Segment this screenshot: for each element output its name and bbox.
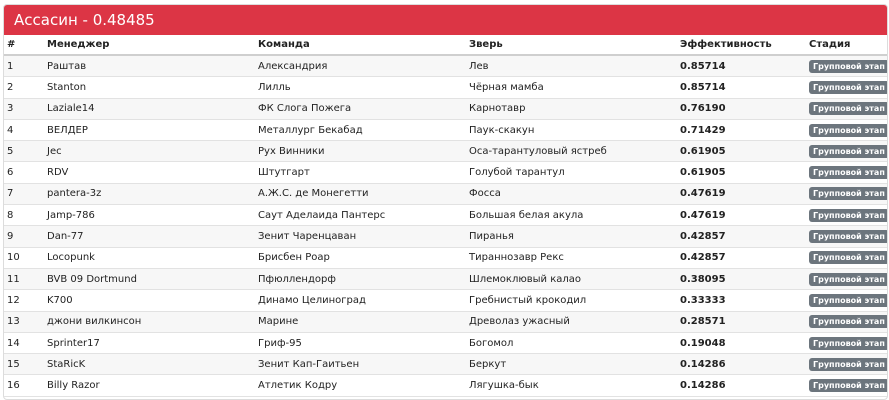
row-team: Металлург Бекабад — [255, 119, 466, 140]
stage-badge: Групповой этап — [809, 145, 887, 158]
table-row — [4, 162, 887, 183]
stage-badge: Групповой этап — [809, 273, 887, 286]
row-number: 16 — [4, 375, 44, 396]
table-row — [4, 332, 887, 353]
row-team: Лилль — [255, 77, 466, 98]
row-number: 12 — [4, 290, 44, 311]
stage-badge: Групповой этап — [809, 379, 887, 392]
row-stage — [806, 290, 887, 311]
row-team: Пфюллендорф — [255, 268, 466, 289]
row-stage — [806, 55, 887, 77]
ranking-card — [3, 4, 888, 400]
row-efficiency: 0.19048 — [677, 332, 806, 353]
stage-badge: Групповой этап — [809, 251, 887, 264]
row-stage — [806, 119, 887, 140]
row-manager: Раштав — [44, 55, 255, 77]
table-row — [4, 375, 887, 396]
stage-badge: Групповой этап — [809, 337, 887, 350]
row-beast: Оса-тарантуловый ястреб — [466, 141, 677, 162]
row-manager: RDV — [44, 162, 255, 183]
row-stage — [806, 332, 887, 353]
column-header-efficiency: Эффективность — [677, 35, 806, 55]
stage-badge: Групповой этап — [809, 358, 887, 371]
row-manager: Jec — [44, 141, 255, 162]
table-row — [4, 141, 887, 162]
stage-badge: Групповой этап — [809, 209, 887, 222]
row-stage — [806, 375, 887, 396]
row-efficiency: 0.14286 — [677, 375, 806, 396]
row-manager: K700 — [44, 290, 255, 311]
row-stage — [806, 226, 887, 247]
stage-badge: Групповой этап — [809, 102, 887, 115]
row-team: Марине — [255, 311, 466, 332]
row-efficiency: 0.85714 — [677, 77, 806, 98]
stage-badge: Групповой этап — [809, 187, 887, 200]
row-team: Атлетик Кодру — [255, 375, 466, 396]
row-beast: Гребнистый крокодил — [466, 290, 677, 311]
row-number: 2 — [4, 77, 44, 98]
row-team: А.Ж.С. де Монегетти — [255, 183, 466, 204]
row-number: 9 — [4, 226, 44, 247]
row-number: 5 — [4, 141, 44, 162]
table-row — [4, 77, 887, 98]
row-team: Гриф-95 — [255, 332, 466, 353]
table-row — [4, 268, 887, 289]
row-efficiency: 0.33333 — [677, 290, 806, 311]
row-beast: Древолаз ужасный — [466, 311, 677, 332]
row-number: 8 — [4, 205, 44, 226]
row-stage — [806, 98, 887, 119]
table-row — [4, 290, 887, 311]
row-beast: Шлемоклювый калао — [466, 268, 677, 289]
row-stage — [806, 268, 887, 289]
row-efficiency: 0.42857 — [677, 247, 806, 268]
row-team: Штутгарт — [255, 162, 466, 183]
row-team: Александрия — [255, 55, 466, 77]
row-number: 1 — [4, 55, 44, 77]
row-efficiency: 0.71429 — [677, 119, 806, 140]
row-beast: Беркут — [466, 354, 677, 375]
table-row — [4, 354, 887, 375]
column-header-beast: Зверь — [466, 35, 677, 55]
row-manager: джони вилкинсон — [44, 311, 255, 332]
stage-badge: Групповой этап — [809, 124, 887, 137]
row-efficiency: 0.28571 — [677, 311, 806, 332]
row-team: Рух Винники — [255, 141, 466, 162]
row-stage — [806, 77, 887, 98]
row-manager: Billy Razor — [44, 375, 255, 396]
row-efficiency: 0.14286 — [677, 354, 806, 375]
table-row — [4, 205, 887, 226]
row-manager: Stanton — [44, 77, 255, 98]
ranking-table — [4, 35, 887, 397]
row-beast: Паук-скакун — [466, 119, 677, 140]
table-row — [4, 247, 887, 268]
table-row — [4, 311, 887, 332]
row-number: 15 — [4, 354, 44, 375]
row-team: Зенит Кап-Гаитьен — [255, 354, 466, 375]
row-manager: StaRicK — [44, 354, 255, 375]
row-team: Зенит Чаренцаван — [255, 226, 466, 247]
row-stage — [806, 354, 887, 375]
table-row — [4, 98, 887, 119]
row-team: ФК Слога Пожега — [255, 98, 466, 119]
row-efficiency: 0.38095 — [677, 268, 806, 289]
row-stage — [806, 162, 887, 183]
row-number: 10 — [4, 247, 44, 268]
row-beast: Большая белая акула — [466, 205, 677, 226]
row-manager: Locopunk — [44, 247, 255, 268]
table-row — [4, 55, 887, 77]
row-beast: Лев — [466, 55, 677, 77]
row-efficiency: 0.85714 — [677, 55, 806, 77]
row-efficiency: 0.61905 — [677, 141, 806, 162]
column-header-number: # — [4, 35, 44, 55]
row-number: 6 — [4, 162, 44, 183]
row-beast: Богомол — [466, 332, 677, 353]
row-team: Брисбен Роар — [255, 247, 466, 268]
row-beast: Голубой тарантул — [466, 162, 677, 183]
column-header-manager: Менеджер — [44, 35, 255, 55]
stage-badge: Групповой этап — [809, 81, 887, 94]
row-beast: Фосса — [466, 183, 677, 204]
row-efficiency: 0.76190 — [677, 98, 806, 119]
row-number: 14 — [4, 332, 44, 353]
row-efficiency: 0.61905 — [677, 162, 806, 183]
row-number: 11 — [4, 268, 44, 289]
row-stage — [806, 247, 887, 268]
row-team: Динамо Целиноград — [255, 290, 466, 311]
row-number: 3 — [4, 98, 44, 119]
row-number: 4 — [4, 119, 44, 140]
row-manager: Jamp-786 — [44, 205, 255, 226]
stage-badge: Групповой этап — [809, 60, 887, 73]
row-number: 13 — [4, 311, 44, 332]
row-manager: ВЕЛДЕР — [44, 119, 255, 140]
row-beast: Чёрная мамба — [466, 77, 677, 98]
row-efficiency: 0.47619 — [677, 205, 806, 226]
row-beast: Карнотавр — [466, 98, 677, 119]
stage-badge: Групповой этап — [809, 294, 887, 307]
row-manager: pantera-3z — [44, 183, 255, 204]
table-row — [4, 183, 887, 204]
column-header-stage: Стадия — [806, 35, 887, 55]
row-manager: Laziale14 — [44, 98, 255, 119]
table-header-row — [4, 35, 887, 55]
row-stage — [806, 205, 887, 226]
column-header-team: Команда — [255, 35, 466, 55]
row-number: 7 — [4, 183, 44, 204]
stage-badge: Групповой этап — [809, 230, 887, 243]
row-stage — [806, 311, 887, 332]
row-team: Саут Аделаида Пантерс — [255, 205, 466, 226]
card-title: Ассасин - 0.48485 — [4, 5, 887, 35]
row-manager: BVB 09 Dortmund — [44, 268, 255, 289]
row-efficiency: 0.47619 — [677, 183, 806, 204]
stage-badge: Групповой этап — [809, 315, 887, 328]
row-beast: Тираннозавр Рекс — [466, 247, 677, 268]
row-manager: Dan-77 — [44, 226, 255, 247]
row-beast: Пиранья — [466, 226, 677, 247]
table-row — [4, 119, 887, 140]
row-manager: Sprinter17 — [44, 332, 255, 353]
stage-badge: Групповой этап — [809, 166, 887, 179]
row-stage — [806, 183, 887, 204]
row-beast: Лягушка-бык — [466, 375, 677, 396]
table-row — [4, 226, 887, 247]
row-stage — [806, 141, 887, 162]
row-efficiency: 0.42857 — [677, 226, 806, 247]
